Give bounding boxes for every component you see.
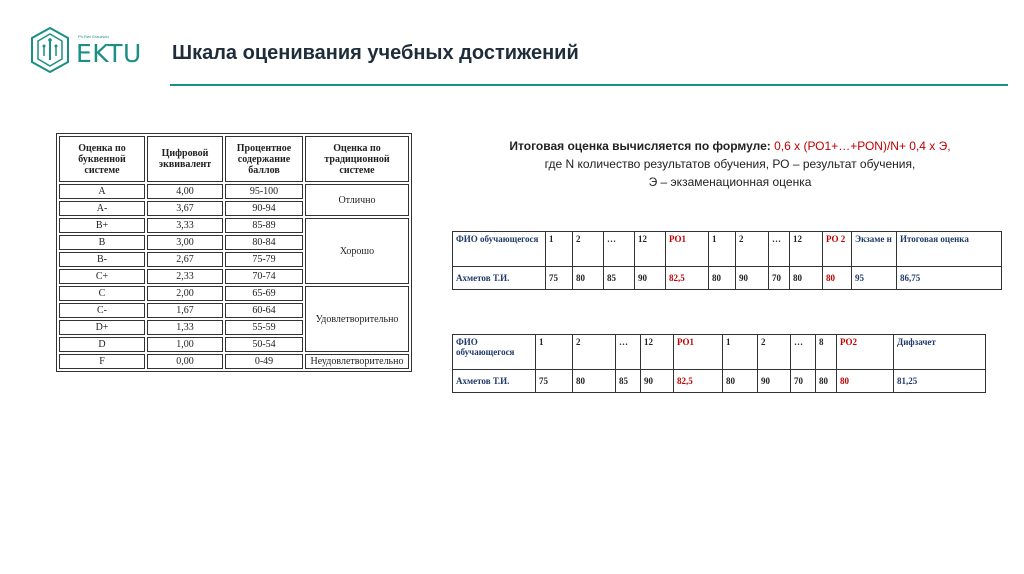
score-cell: 80: [837, 370, 894, 393]
digital-cell: 0,00: [147, 354, 223, 369]
percent-cell: 85-89: [225, 218, 303, 233]
score-cell: 80: [709, 267, 736, 290]
letter-cell: D: [59, 337, 145, 352]
col-header: 1: [709, 232, 736, 267]
digital-cell: 2,67: [147, 252, 223, 267]
col-header: …: [604, 232, 635, 267]
col-header: 1: [546, 232, 573, 267]
percent-cell: 95-100: [225, 184, 303, 199]
col-header: Дифзачет: [894, 335, 986, 370]
formula-lead: Итоговая оценка вычисляется по формуле:: [509, 139, 771, 153]
traditional-cell: Неудовлетворительно: [305, 354, 409, 369]
score-cell: 90: [641, 370, 674, 393]
table-row: [59, 184, 409, 199]
digital-cell: 1,00: [147, 337, 223, 352]
title-divider: [170, 84, 1008, 86]
score-cell: 90: [758, 370, 791, 393]
col-header: …: [769, 232, 790, 267]
letter-cell: A-: [59, 201, 145, 216]
score-cell: 70: [769, 267, 790, 290]
table-row: [453, 267, 1002, 290]
score-cell: 81,25: [894, 370, 986, 393]
col-header: РО1: [674, 335, 723, 370]
col-header: 2: [736, 232, 769, 267]
col-header: 1: [536, 335, 573, 370]
header-digital: Цифровой эквивалент: [147, 136, 223, 182]
score-cell: 70: [791, 370, 816, 393]
score-cell: 80: [573, 370, 616, 393]
col-header: 2: [573, 232, 604, 267]
formula-block: [470, 137, 990, 191]
col-header: …: [791, 335, 816, 370]
col-header: 1: [723, 335, 758, 370]
letter-cell: F: [59, 354, 145, 369]
logo-emblem-icon: [28, 26, 72, 74]
col-header: ФИО обучающегося: [453, 232, 546, 267]
logo-text: EKTU: [76, 39, 142, 68]
digital-cell: 2,33: [147, 269, 223, 284]
col-header: 12: [641, 335, 674, 370]
col-header: 2: [758, 335, 791, 370]
formula-expression: 0,6 x (РО1+…+РОN)/N+ 0,4 x Э,: [774, 139, 951, 153]
letter-cell: B+: [59, 218, 145, 233]
col-header: 2: [573, 335, 616, 370]
letter-cell: A: [59, 184, 145, 199]
percent-cell: 70-74: [225, 269, 303, 284]
logo-caption: Ph.Rwi Grauzwiu: [78, 34, 109, 39]
score-cell: 82,5: [666, 267, 709, 290]
score-cell: 95: [852, 267, 897, 290]
score-cell: 75: [546, 267, 573, 290]
header-letter-grade: Оценка по буквенной системе: [59, 136, 145, 182]
score-cell: 85: [604, 267, 635, 290]
traditional-cell: Хорошо: [305, 218, 409, 284]
result-table-diffcredit: [452, 334, 986, 393]
col-header: 12: [790, 232, 823, 267]
col-header: РО2: [837, 335, 894, 370]
formula-line2: где N количество результатов обучения, РО – результат обучения,: [544, 157, 916, 171]
grading-scale-table: [56, 133, 412, 372]
percent-cell: 80-84: [225, 235, 303, 250]
percent-cell: 50-54: [225, 337, 303, 352]
score-cell: 75: [536, 370, 573, 393]
digital-cell: 2,00: [147, 286, 223, 301]
percent-cell: 75-79: [225, 252, 303, 267]
result-table-exam: [452, 231, 1002, 290]
col-header: РО1: [666, 232, 709, 267]
student-name: Ахметов Т.И.: [453, 370, 536, 393]
percent-cell: 60-64: [225, 303, 303, 318]
score-cell: 82,5: [674, 370, 723, 393]
col-header: 12: [635, 232, 666, 267]
table-row: [59, 286, 409, 301]
score-cell: 80: [790, 267, 823, 290]
table-row: [59, 354, 409, 369]
col-header: 8: [816, 335, 837, 370]
col-header: ФИО обучающегося: [453, 335, 536, 370]
col-header: …: [616, 335, 641, 370]
score-cell: 80: [823, 267, 852, 290]
score-cell: 80: [816, 370, 837, 393]
score-cell: 90: [736, 267, 769, 290]
letter-cell: C: [59, 286, 145, 301]
percent-cell: 0-49: [225, 354, 303, 369]
digital-cell: 1,67: [147, 303, 223, 318]
score-cell: 80: [573, 267, 604, 290]
table-row: [59, 218, 409, 233]
table-row: [453, 370, 986, 393]
letter-cell: C+: [59, 269, 145, 284]
digital-cell: 4,00: [147, 184, 223, 199]
col-header: РО 2: [823, 232, 852, 267]
digital-cell: 1,33: [147, 320, 223, 335]
score-cell: 86,75: [897, 267, 1002, 290]
digital-cell: 3,67: [147, 201, 223, 216]
header-traditional: Оценка по традиционной системе: [305, 136, 409, 182]
table-header-row: [453, 232, 1002, 267]
score-cell: 90: [635, 267, 666, 290]
col-header: Экзаме н: [852, 232, 897, 267]
digital-cell: 3,33: [147, 218, 223, 233]
letter-cell: C-: [59, 303, 145, 318]
page-title: Шкала оценивания учебных достижений: [172, 42, 579, 64]
letter-cell: D+: [59, 320, 145, 335]
percent-cell: 55-59: [225, 320, 303, 335]
score-cell: 85: [616, 370, 641, 393]
ektu-logo: [28, 26, 142, 76]
table-header-row: [453, 335, 986, 370]
letter-cell: B: [59, 235, 145, 250]
digital-cell: 3,00: [147, 235, 223, 250]
formula-line3: Э – экзаменационная оценка: [648, 175, 812, 189]
traditional-cell: Отлично: [305, 184, 409, 216]
student-name: Ахметов Т.И.: [453, 267, 546, 290]
percent-cell: 90-94: [225, 201, 303, 216]
header-percent: Процентное содержание баллов: [225, 136, 303, 182]
percent-cell: 65-69: [225, 286, 303, 301]
letter-cell: B-: [59, 252, 145, 267]
score-cell: 80: [723, 370, 758, 393]
col-header: Итоговая оценка: [897, 232, 1002, 267]
traditional-cell: Удовлетворительно: [305, 286, 409, 352]
